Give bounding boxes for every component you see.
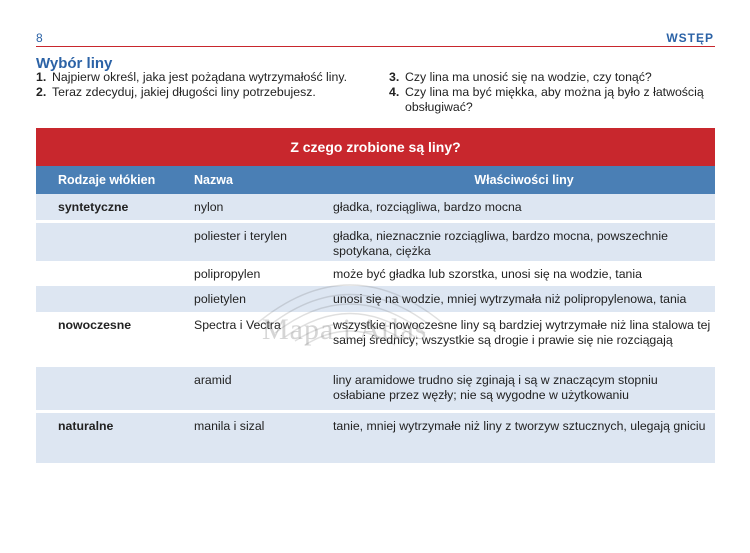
fiber-table (36, 128, 715, 463)
table-title: Z czego zrobione są liny? (36, 128, 715, 166)
table-row: polietylen unosi się na wodzie, mniej wytrzymała niż polipropylenowa, tania (36, 286, 715, 312)
table-row: poliester i terylen gładka, nieznacznie rozciągliwa, bardzo mocna, powszechnie spotykana, ciężka (36, 223, 715, 261)
table-row: syntetyczne nylon gładka, rozciągliwa, bardzo mocna (36, 194, 715, 220)
table-row: nowoczesne Spectra i Vectra wszystkie nowoczesne liny są bardziej wytrzymałe niż lina stalowa tej samej średnicy; wszystkie są drogie i prawie się nie rozciągają (36, 312, 715, 367)
table-row: naturalne manila i sizal tanie, mniej wytrzymałe niż liny z tworzyw sztucznych, ulegają gniciu (36, 413, 715, 463)
questions-left (36, 70, 381, 100)
header-rule (36, 46, 715, 47)
table-row: polipropylen może być gładka lub szorstka, unosi się na wodzie, tania (36, 261, 715, 286)
table-row: aramid liny aramidowe trudno się zginają i są w znaczącym stopniu osłabiane przez węzły; nie są wygodne w użytkowaniu (36, 367, 715, 410)
section-title: Wybór liny (36, 55, 113, 72)
question-1: 1. Najpierw określ, jaka jest pożądana wytrzymałość liny. (36, 70, 348, 84)
questions-right (389, 70, 719, 115)
header-properties: Właściwości liny (474, 173, 574, 187)
question-2: 2. Teraz zdecyduj, jakiej długości liny potrzebujesz. (36, 85, 316, 99)
header-name: Nazwa (194, 173, 233, 187)
page-number: 8 (36, 31, 43, 45)
chapter-title: WSTĘP (666, 31, 714, 45)
table-header-row (36, 166, 715, 194)
question-4: 4. Czy lina ma być miękka, aby można ją było z łatwością obsługiwać? (389, 85, 704, 114)
watermark-text: Mapa i Atlas (262, 313, 428, 346)
question-3: 3. Czy lina ma unosić się na wodzie, czy tonąć? (389, 70, 652, 84)
header-fiber-type: Rodzaje włókien (58, 173, 156, 187)
